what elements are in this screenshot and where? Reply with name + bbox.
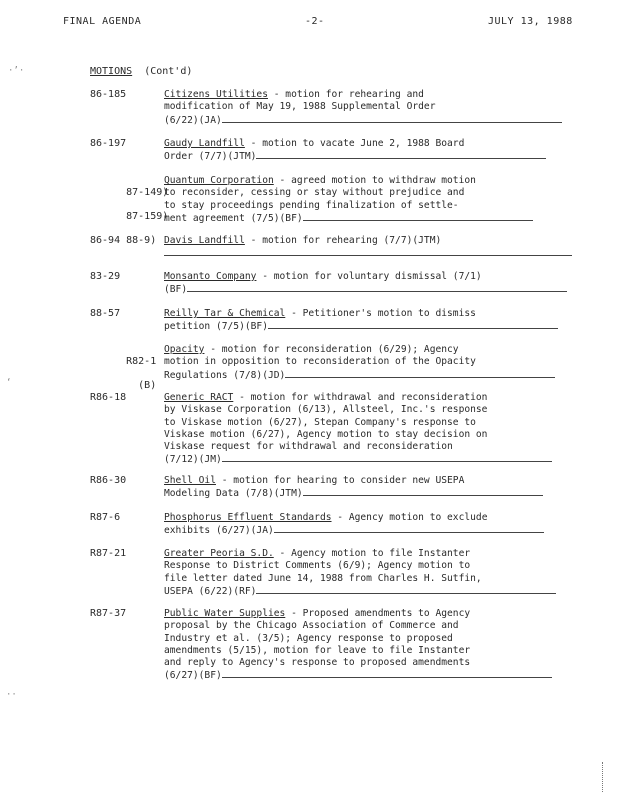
entry-text: - Proposed amendments to Agency <box>285 608 471 619</box>
entry-description <box>164 235 576 261</box>
section-heading <box>90 66 192 77</box>
section-title: MOTIONS <box>90 66 133 77</box>
entry-title: Public Water Supplies <box>164 608 286 619</box>
page-number: -2- <box>305 16 325 27</box>
docket-number: R87-6 <box>90 512 121 523</box>
entry-line: Viskase request for withdrawal and reconsideration <box>164 441 453 453</box>
margin-scan-mark: ·· <box>6 690 17 700</box>
entry-text: - motion for rehearing and <box>267 89 424 100</box>
entry-title: Opacity <box>164 344 205 355</box>
entry-line: modification of May 19, 1988 Supplemental Order <box>164 101 436 113</box>
header-title: FINAL AGENDA <box>63 16 142 27</box>
entry-description <box>164 308 576 334</box>
entry-text: - motion to vacate June 2, 1988 Board <box>244 138 465 149</box>
entry-line: to reconsider, cessing or stay without prejudice and <box>164 187 465 199</box>
signature-line <box>256 150 546 159</box>
entry-text: - Agency motion to exclude <box>331 512 488 523</box>
signature-line <box>285 369 555 378</box>
entry-description <box>164 344 576 382</box>
signature-line <box>303 487 543 496</box>
docket-number: R87-21 <box>90 548 127 559</box>
entry-line: (7/12)(JM) <box>164 454 222 466</box>
docket-number: 86-94 <box>90 235 121 246</box>
entry-line: (BF) <box>164 284 188 296</box>
entry-description <box>164 608 576 683</box>
entry-text: - motion for withdrawal and reconsideration <box>233 392 488 403</box>
entry-description <box>164 548 576 598</box>
entry-line: Viskase motion (6/27), Agency motion to stay decision on <box>164 428 488 440</box>
docket-number: R82-1 (B) <box>126 356 157 391</box>
entry-text: - motion for rehearing (7/7)(JTM) <box>244 235 442 246</box>
entry-line: file letter dated June 14, 1988 from Charles H. Sutfin, <box>164 572 482 584</box>
entry-line: petition (7/5)(BF) <box>164 321 268 333</box>
entry-title: Reilly Tar & Chemical <box>164 308 286 319</box>
entry-line: Modeling Data (7/8)(JTM) <box>164 488 303 500</box>
entry-line: to Viskase motion (6/27), Stepan Company's response to <box>164 416 476 428</box>
docket-number: R87-37 <box>90 608 127 619</box>
entry-line: Industry et al. (3/5); Agency response to proposed <box>164 632 453 644</box>
entry-title: Gaudy Landfill <box>164 138 245 149</box>
entry-title: Phosphorus Effluent Standards <box>164 512 332 523</box>
docket-number: 83-29 <box>90 271 121 282</box>
signature-line <box>164 247 572 256</box>
entry-description <box>164 175 576 225</box>
docket-number: R86-30 <box>90 475 127 486</box>
entry-line: USEPA (6/22)(RF) <box>164 585 257 597</box>
docket-number: 86-197 <box>90 138 127 149</box>
entry-description <box>164 475 576 501</box>
entry-title: Davis Landfill <box>164 235 245 246</box>
page-header <box>0 16 618 32</box>
entry-title: Generic RACT <box>164 392 234 403</box>
entry-text: - agreed motion to withdraw motion <box>273 175 476 186</box>
entry-line: and reply to Agency's response to proposed amendments <box>164 657 471 669</box>
signature-line <box>222 669 552 678</box>
signature-line <box>256 585 556 594</box>
entry-description <box>164 89 576 127</box>
signature-line <box>303 212 533 221</box>
entry-line: exhibits (6/27)(JA) <box>164 525 274 537</box>
header-date: JULY 13, 1988 <box>488 16 573 27</box>
docket-number: 88-57 <box>90 308 121 319</box>
signature-line <box>222 114 562 123</box>
entry-line: Order (7/7)(JTM) <box>164 151 257 163</box>
entry-line: (6/27)(BF) <box>164 670 222 682</box>
entry-text: - motion for voluntary dismissal (7/1) <box>256 271 482 282</box>
docket-number: R86-18 <box>90 392 127 403</box>
entry-line: proposal by the Chicago Association of Commerce and <box>164 620 459 632</box>
entry-description <box>164 271 576 297</box>
entry-title: Quantum Corporation <box>164 175 274 186</box>
entry-title: Citizens Utilities <box>164 89 268 100</box>
entry-text: - motion for reconsideration (6/29); Agency <box>204 344 459 355</box>
entry-text: - motion for hearing to consider new USEPA <box>215 475 465 486</box>
entry-line: Regulations (7/8)(JD) <box>164 369 286 381</box>
entry-text: - Petitioner's motion to dismiss <box>285 308 476 319</box>
entry-description <box>164 512 576 538</box>
entry-text: - Agency motion to file Instanter <box>273 548 471 559</box>
entry-description <box>164 138 576 164</box>
entry-description <box>164 392 576 467</box>
margin-dotted-line <box>602 762 605 792</box>
signature-line <box>222 453 552 462</box>
entry-title: Shell Oil <box>164 475 216 486</box>
margin-scan-mark: ·’· <box>8 66 25 76</box>
margin-scan-mark: ‘ <box>6 378 12 388</box>
signature-line <box>187 283 567 292</box>
entry-title: Greater Peoria S.D. <box>164 548 274 559</box>
signature-line <box>274 524 544 533</box>
entry-line: ment agreement (7/5)(BF) <box>164 212 303 224</box>
entry-line: (6/22)(JA) <box>164 114 222 126</box>
entry-line: by Viskase Corporation (6/13), Allsteel, Inc.'s response <box>164 404 488 416</box>
entry-line: Response to District Comments (6/9); Agency motion to <box>164 560 471 572</box>
signature-line <box>268 320 558 329</box>
entry-line: motion in opposition to reconsideration of the Opacity <box>164 356 476 368</box>
section-continued: (Cont'd) <box>144 66 193 77</box>
entry-line: amendments (5/15), motion for leave to file Instanter <box>164 644 471 656</box>
docket-number: 87-149) 87-159) 88-9) <box>126 187 169 246</box>
docket-number: 86-185 <box>90 89 127 100</box>
entry-line: to stay proceedings pending finalization of settle- <box>164 199 459 211</box>
entry-title: Monsanto Company <box>164 271 257 282</box>
